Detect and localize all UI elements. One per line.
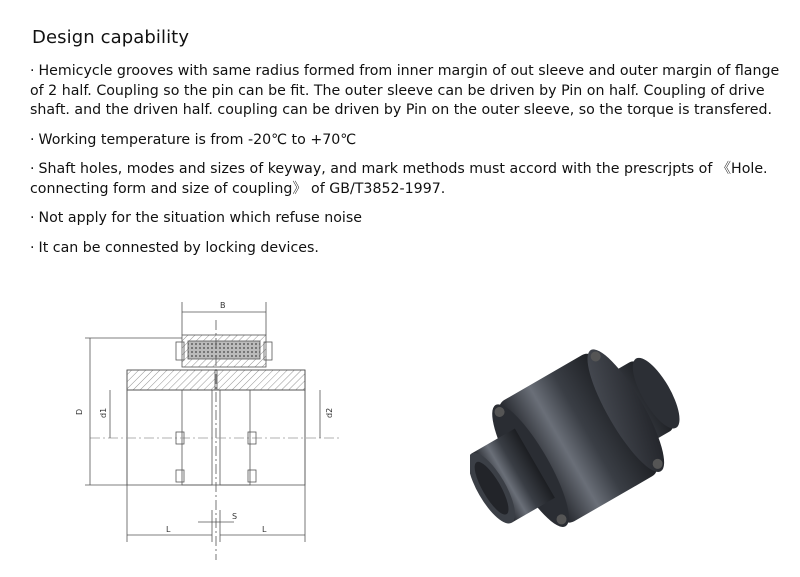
dim-label-s: S (232, 512, 238, 521)
bullet-item (30, 131, 780, 151)
bullet-item (30, 239, 780, 259)
coupling-drawing-icon (70, 290, 360, 570)
dim-label-d1: d1 (99, 407, 108, 418)
bullet-text: Working temperature is from -20℃ to +70℃ (38, 131, 357, 148)
bullet-text: Not apply for the situation which refuse noise (38, 210, 362, 226)
bullet-marker: · (30, 131, 35, 148)
coupling-photo-icon (470, 325, 700, 555)
dim-label-d: D (75, 408, 84, 415)
dim-label-l-left: L (166, 525, 171, 534)
bullet-item (30, 62, 780, 121)
dim-label-b: B (220, 301, 226, 310)
bullet-text: It can be connested by locking devices. (38, 239, 319, 256)
dim-label-d2: d2 (325, 407, 334, 418)
bullet-marker: · (30, 63, 35, 79)
bullet-text: Hemicycle grooves with same radius formed from inner margin of out sleeve and outer margin of flange of 2 half. Coupling so the pin can be fit. The outer sleeve can be driven by Pin on half. Coupling of drive shaft. and the driven half. coupling can be driven by Pin on the outer sleeve, so the torque is transfered. (30, 63, 780, 118)
dim-label-l-right: L (262, 525, 267, 534)
bullet-marker: · (30, 239, 35, 256)
bullet-marker: · (30, 210, 35, 226)
page-title: Design capability (32, 27, 190, 48)
bullet-marker: · (30, 161, 35, 177)
bullet-text: Shaft holes, modes and sizes of keyway, and mark methods must accord with the prescrjpts of 《Hole. connecting form and size of coupling》 of GB/T3852-1997. (30, 161, 768, 197)
bullet-item (30, 160, 780, 199)
bullet-item (30, 209, 780, 229)
bullet-list (30, 62, 780, 268)
